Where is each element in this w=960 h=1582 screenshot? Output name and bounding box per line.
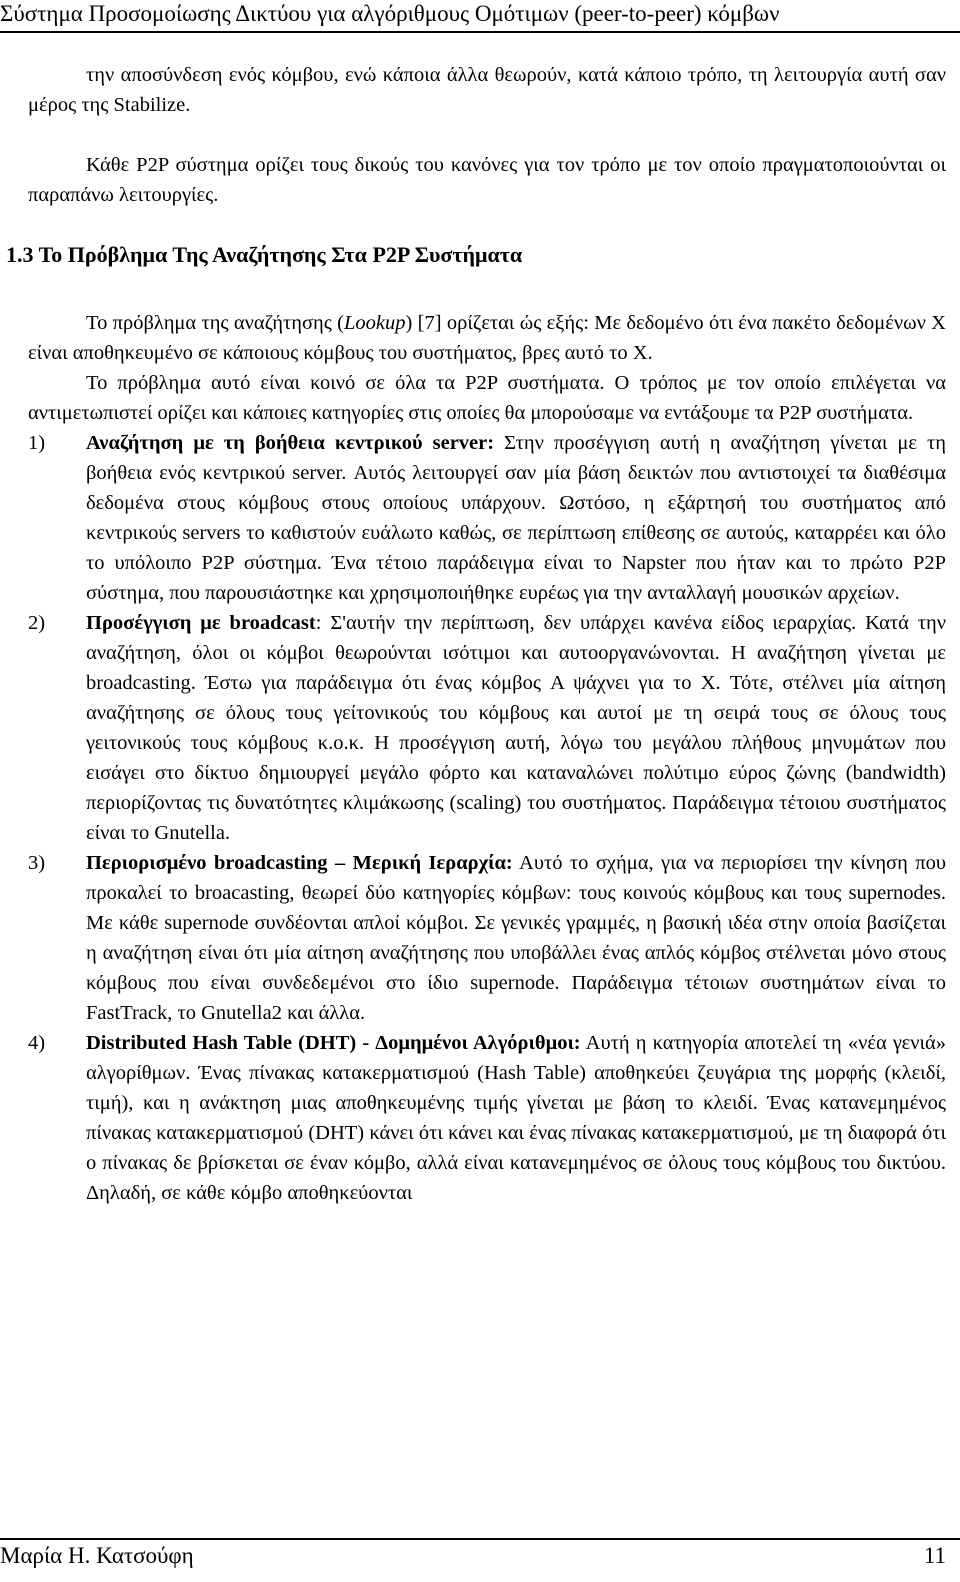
footer-rule — [0, 1538, 960, 1540]
list-number: 2) — [28, 612, 46, 634]
list-item-title: Distributed Hash Table (DHT) - Δομημένοι Αλγόριθμοι: — [86, 1032, 581, 1054]
lookup-text-b: ) [7] ορίζεται ώς εξής: Με δεδομένο ότι ένα πακέτο δεδομένων X είναι αποθηκευμένο σε κάποιους κόμβους του συστήματος, βρες αυτό το X. — [28, 312, 946, 364]
page-footer — [0, 1541, 960, 1573]
list-item — [28, 848, 946, 1028]
section-paragraph-categories: Το πρόβλημα αυτό είναι κοινό σε όλα τα P2P συστήματα. Ο τρόπος με τον οποίο επιλέγεται να αντιμετωπιστεί ορίζει και κάποιες κατηγορίες στις οποίες θα μπορούσαμε να εντάξουμε τα P2P συστήματα. — [28, 372, 946, 424]
list-body — [86, 848, 946, 1028]
list-number: 4) — [28, 1032, 46, 1054]
list-body — [86, 1028, 946, 1208]
header-title: Σύστημα Προσομοίωσης Δικτύου για αλγόριθμους Ομότιμων (peer-to-peer) κόμβων — [0, 1, 780, 26]
paragraph-gap — [28, 120, 946, 150]
section-heading: 1.3 Το Πρόβλημα Της Αναζήτησης Στα P2P Συστήματα — [6, 242, 523, 267]
paragraph-gap — [28, 210, 946, 240]
list-item-text: Στην προσέγγιση αυτή η αναζήτηση γίνεται με τη βοήθεια ενός κεντρικού server. Αυτός λειτουργεί σαν μία βάση δεικτών που αντιστοιχεί τα διαθέσιμα δεδομένα στους κόμβους στους οποίους υπάρχουν. Ωστόσο, η εξάρτησή του συστήματος από κεντρικούς servers το καθιστούν ευάλωτο καθώς, σε περίπτωση επίθεσης σε αυτούς, καταρρέει και όλο το υπόλοιπο P2P σύστημα. Ένα τέτοιο παράδειγμα είναι το Napster που ήταν και το πρώτο P2P σύστημα, που παρουσιάστηκε και χρησιμοποιήθηκε ευρέως για την ανταλλαγή μουσικών αρχείων. — [86, 432, 946, 604]
intro-rules: Κάθε P2P σύστημα ορίζει τους δικούς του κανόνες για τον τρόπο με τον οποίο πραγματοποιούνται οι παραπάνω λειτουργίες. — [28, 154, 946, 206]
list-body — [86, 608, 946, 848]
page-header — [0, 0, 960, 34]
lookup-text-a: Το πρόβλημα της αναζήτησης ( — [86, 312, 344, 334]
list-item — [28, 428, 946, 608]
list-item-title: Περιορισμένο broadcasting – Μερική Ιεραρχία: — [86, 852, 513, 874]
list-body — [86, 428, 946, 608]
footer-author: Μαρία Η. Κατσούφη — [0, 1543, 194, 1568]
heading-gap — [28, 270, 946, 308]
section-paragraph-lookup — [28, 308, 946, 368]
list-number: 1) — [28, 432, 46, 454]
list-item-title: Αναζήτηση με τη βοήθεια κεντρικού server: — [86, 432, 495, 454]
lookup-term: Lookup — [343, 312, 406, 334]
page-number: 11 — [923, 1543, 946, 1568]
list-item — [28, 1028, 946, 1208]
list-item-text: : Σ'αυτήν την περίπτωση, δεν υπάρχει κανένα είδος ιεραρχίας. Κατά την αναζήτηση, όλοι οι κόμβοι θεωρούνται ισότιμοι και αυτοοργανώνονται. Η αναζήτηση γίνεται με broadcasting. Έστω για παράδειγμα ότι ένας κόμβος A ψάχνει για το X. Τότε, στέλνει μία αίτηση αναζήτησης σε όλους τους γείτονικούς του κόμβους και αυτοί με τη σειρά τους σε όλους τους γειτονικούς τους κόμβους κ.ο.κ. Η προσέγγιση αυτή, λόγω του μεγάλου πλήθους μηνυμάτων που εισάγει στο δίκτυο δημιουργεί μεγάλο φόρτο και καταναλώνει πολύτιμο εύρος ζώνης (bandwidth) περιορίζοντας τις δυνατότητες κλιμάκωσης (scaling) του συστήματος. Παράδειγμα τέτοιου συστήματος είναι το Gnutella. — [86, 612, 947, 844]
list-item-title: Προσέγγιση με broadcast — [86, 612, 316, 634]
list-item-text: Αυτό το σχήμα, για να περιορίσει την κίνηση που προκαλεί το broacasting, θεωρεί δύο κατηγορίες κόμβων: τους κοινούς κόμβους και τους supernodes. Με κάθε supernode συνδέονται απλοί κόμβοι. Σε γενικές γραμμές, η βασική ιδέα στην οποία βασίζεται η αναζήτηση είναι ότι μία αίτηση αναζήτησης που υποβάλλει ένας απλός κόμβος στέλνεται μόνο στους κόμβους που είναι συνδεδεμένοι στο ίδιο supernode. Παράδειγμα τέτοιων συστημάτων είναι το FastTrack, το Gnutella2 και άλλα. — [86, 852, 946, 1024]
intro-continuation: την αποσύνδεση ενός κόμβου, ενώ κάποια άλλα θεωρούν, κατά κάποιο τρόπο, τη λειτουργία αυτή σαν μέρος της Stabilize. — [28, 64, 946, 116]
header-rule — [0, 31, 960, 33]
list-number: 3) — [28, 852, 46, 874]
list-item — [28, 608, 946, 848]
list-item-text: Αυτή η κατηγορία αποτελεί τη «νέα γενιά» αλγορίθμων. Ένας πίνακας κατακερματισμού (Hash Table) αποθηκεύει ζευγάρια της μορφής (κλειδί, τιμή), και η ανάκτηση μιας αποθηκευμένης τιμής γίνεται με βάση το κλειδί. Ένας κατανεμημένος πίνακας κατακερματισμού (DHT) κάνει ότι κάνει και ένας πίνακας κατακερματισμού, με τη διαφορά ότι ο πίνακας δε βρίσκεται σε έναν κόμβο, αλλά είναι κατανεμημένος σε όλους τους κόμβους του δικτύου. Δηλαδή, σε κάθε κόμβο αποθηκεύονται — [86, 1032, 946, 1204]
page-content — [6, 60, 947, 1208]
